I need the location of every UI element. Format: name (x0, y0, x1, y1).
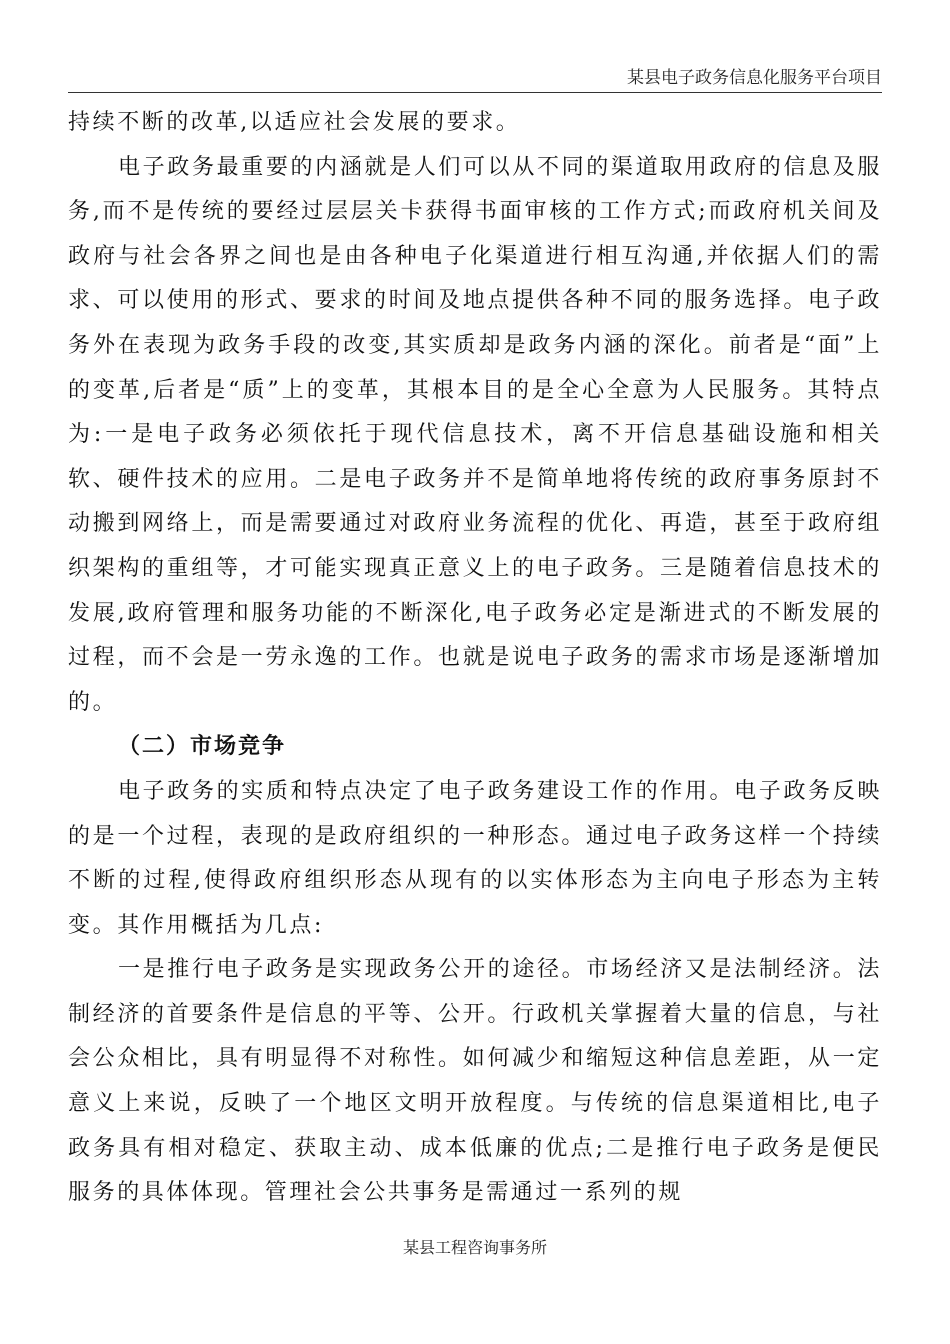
paragraph-egov-points: 一是推行电子政务是实现政务公开的途径。市场经济又是法制经济。法制经济的首要条件是信息的平等、公开。行政机关掌握着大量的信息，与社会公众相比，具有明显得不对称性。如何减少和缩短这种信息差距，从一定意义上来说，反映了一个地区文明开放程度。与传统的信息渠道相比,电子政务具有相对稳定、获取主动、成本低廉的优点;二是推行电子政务是便民服务的具体体现。管理社会公共事务是需通过一系列的规 (68, 957, 882, 1206)
page-footer (0, 1236, 950, 1260)
paragraph-egov-role: 电子政务的实质和特点决定了电子政务建设工作的作用。电子政务反映的是一个过程，表现的是政府组织的一种形态。通过电子政务这样一个持续不断的过程,使得政府组织形态从现有的以实体形态为主向电子形态为主转变。其作用概括为几点: (68, 778, 882, 938)
section-heading-market-competition: （二）市场竞争 (118, 734, 287, 760)
header-title: 某县电子政务信息化服务平台项目 (627, 68, 882, 88)
page-header (68, 64, 882, 93)
footer-organization: 某县工程咨询事务所 (402, 1238, 547, 1257)
paragraph-continuation: 持续不断的改革,以适应社会发展的要求。 (68, 110, 521, 135)
document-body (68, 101, 882, 1216)
paragraph-egov-meaning: 电子政务最重要的内涵就是人们可以从不同的渠道取用政府的信息及服务,而不是传统的要经过层层关卡获得书面审核的工作方式;而政府机关间及政府与社会各界之间也是由各种电子化渠道进行相互沟通,并依据人们的需求、可以使用的形式、要求的时间及地点提供各种不同的服务选择。电子政务外在表现为政务手段的改变,其实质却是政务内涵的深化。前者是“面”上的变革,后者是“质”上的变革，其根本目的是全心全意为人民服务。其特点为:一是电子政务必须依托于现代信息技术，离不开信息基础设施和相关软、硬件技术的应用。二是电子政务并不是简单地将传统的政府事务原封不动搬到网络上，而是需要通过对政府业务流程的优化、再造，甚至于政府组织架构的重组等，才可能实现真正意义上的电子政务。三是随着信息技术的发展,政府管理和服务功能的不断深化,电子政务必定是渐进式的不断发展的过程，而不会是一劳永逸的工作。也就是说电子政务的需求市场是逐渐增加的。 (68, 154, 882, 715)
